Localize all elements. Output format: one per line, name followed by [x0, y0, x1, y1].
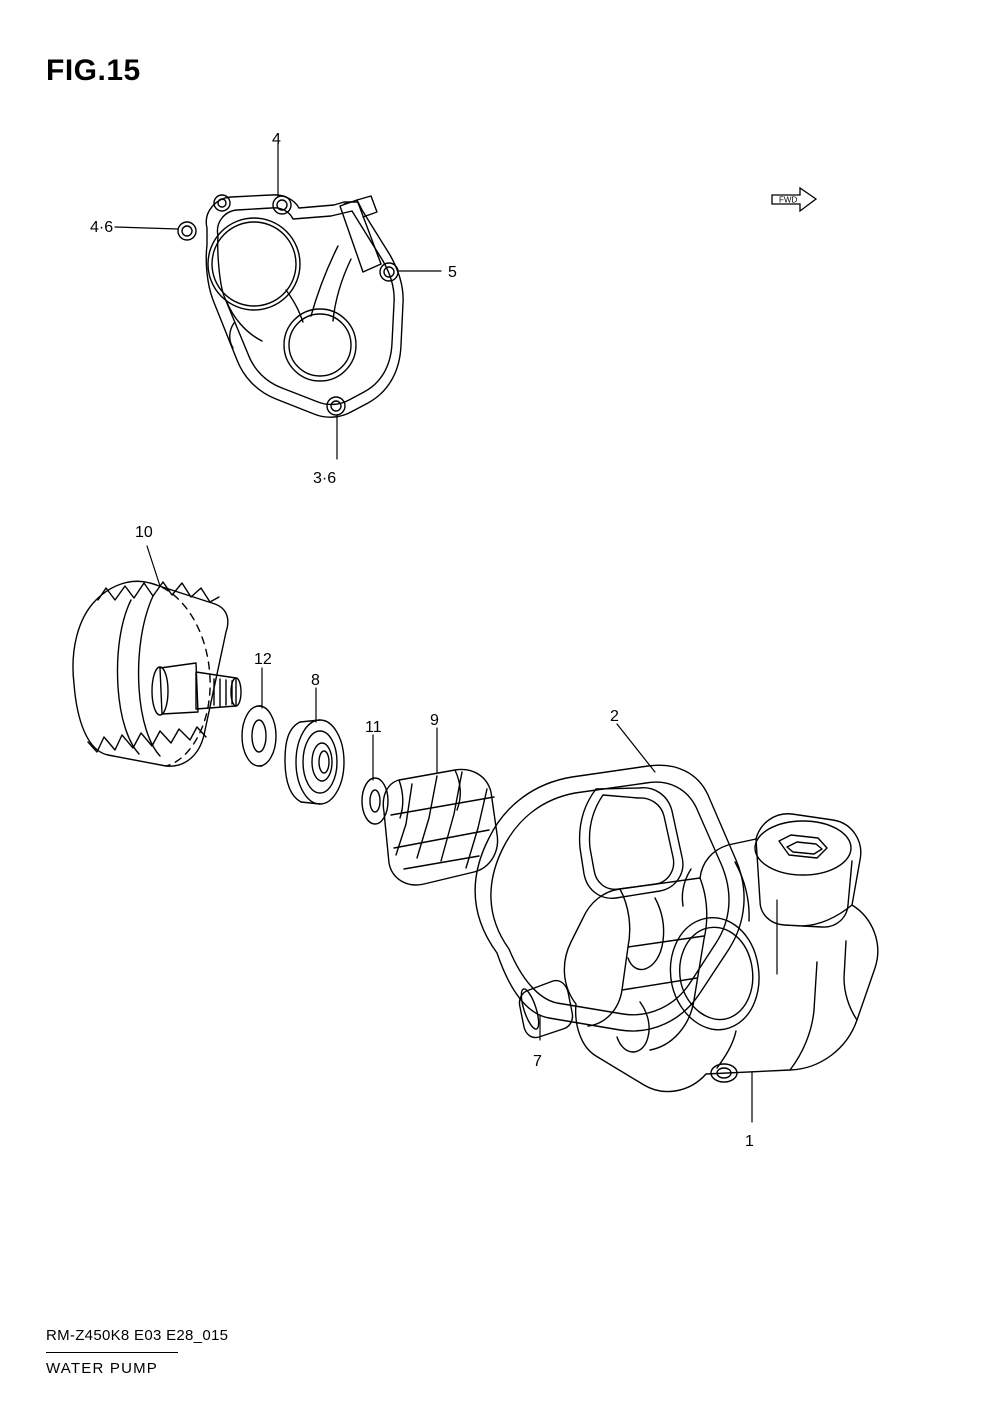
callout-4-6: 4·6	[90, 219, 114, 236]
fwd-arrow-icon	[770, 186, 818, 216]
callout-4: 4	[272, 131, 281, 148]
callout-7: 7	[533, 1053, 542, 1070]
callout-12: 12	[254, 651, 272, 668]
figure-caption: WATER PUMP	[46, 1360, 158, 1377]
callout-10: 10	[135, 524, 153, 541]
footer-divider	[46, 1352, 178, 1353]
fwd-text: FWD	[779, 195, 798, 205]
callout-1: 1	[745, 1133, 754, 1150]
callout-2: 2	[610, 708, 619, 725]
callout-5: 5	[448, 264, 457, 281]
callout-9: 9	[430, 712, 439, 729]
page-title: FIG.15	[46, 54, 141, 87]
callout-11: 11	[365, 719, 382, 736]
callout-8: 8	[311, 672, 320, 689]
callout-3-6: 3·6	[313, 470, 337, 487]
figure-reference-code: RM-Z450K8 E03 E28_015	[46, 1327, 229, 1344]
